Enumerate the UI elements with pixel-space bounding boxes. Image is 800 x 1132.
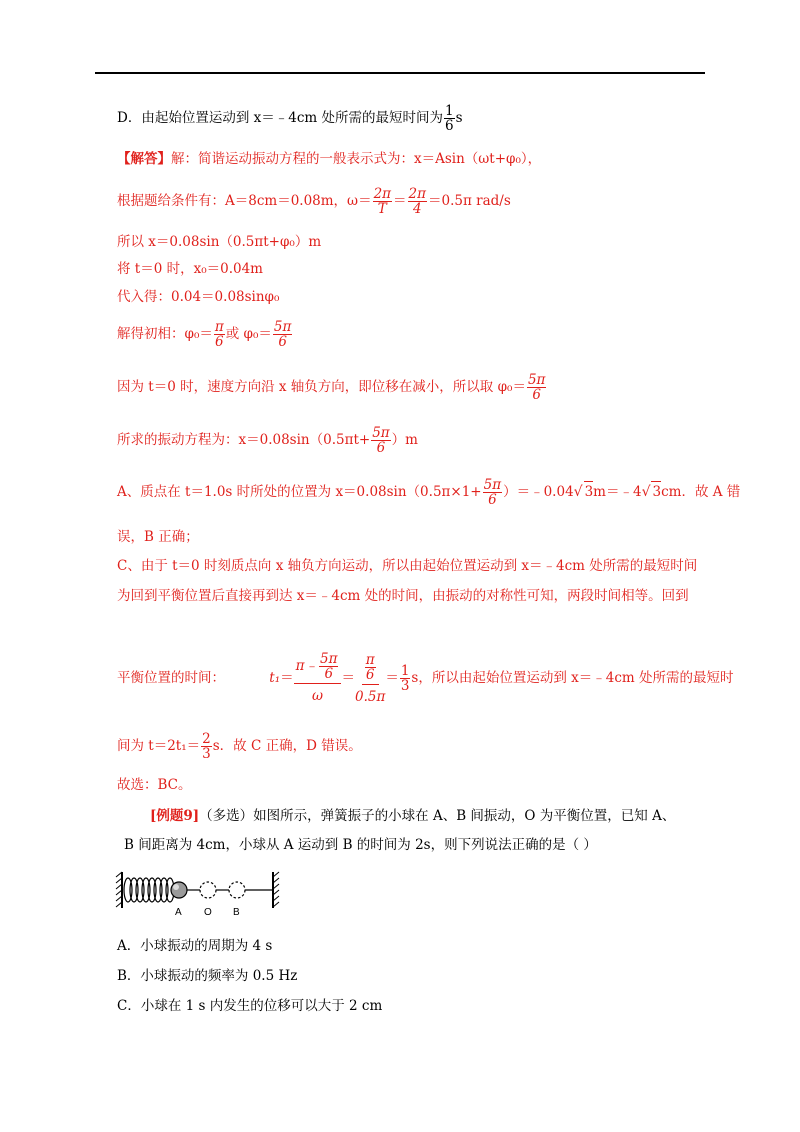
balance-tail: s，所以由起始位置运动到 x＝﹣4cm 处所需的最短时 [411, 670, 734, 687]
interval-text: 间为 t＝2t₁＝ [117, 738, 201, 755]
c-analysis-line-1 [117, 556, 697, 576]
choice-text: 故选：BC。 [117, 777, 192, 793]
subst-text: 代入得：0.04＝0.08sinφ₀ [117, 289, 280, 305]
so-text: 所以 x＝0.08sin（0.5πt+φ₀）m [117, 234, 322, 250]
option-d [117, 104, 463, 133]
equals-sign: ＝ [280, 670, 294, 687]
equals-sign: ＝ [393, 193, 407, 210]
fraction-2-3 [201, 732, 212, 761]
example-text-2: B 间距离为 4cm，小球从 A 运动到 B 的时间为 2s，则下列说法正确的是（ ） [124, 837, 597, 853]
balance-formula [269, 650, 733, 707]
a-text: A、质点在 t＝1.0s 时所处的位置为 x＝0.08sin（0.5π×1+ [117, 484, 482, 501]
example-text: （多选）如图所示，弹簧振子的小球在 A、B 间振动，O 为平衡位置，已知 A、 [199, 808, 676, 824]
given-line [117, 187, 511, 216]
a2-text: 误，B 正确； [117, 529, 199, 545]
fraction-5pi-6 [527, 373, 546, 402]
option-a [117, 936, 272, 956]
a-mid: ）＝﹣0.04 [503, 484, 574, 501]
frac-num: π [365, 652, 375, 668]
answer-heading-text: 解：简谐运动振动方程的一般表示式为：x＝Asin（ωt+φ₀）， [171, 151, 542, 167]
balance-text: 平衡位置的时间： [117, 670, 225, 687]
given-tail: ＝0.5π rad/s [428, 193, 511, 210]
phase-line [117, 320, 293, 349]
fraction-2pi-T [373, 187, 392, 216]
frac-num: 5π [372, 425, 390, 441]
frac-num: 5π [320, 650, 338, 667]
nested-fraction-1 [294, 652, 342, 706]
frac-den: 6 [365, 667, 375, 684]
t0-line [117, 259, 263, 279]
frac-num: 2 [202, 731, 211, 747]
equals-sign: ＝ [341, 670, 355, 687]
inner-fraction [365, 653, 376, 682]
a-analysis-line [117, 478, 740, 507]
a-mid2: m＝﹣4 [593, 484, 642, 501]
example-line [150, 806, 675, 826]
frac-den: 6 [532, 387, 541, 404]
fraction-pi-6 [214, 320, 225, 349]
frac-den: 6 [488, 492, 497, 509]
label-o: O [204, 907, 212, 918]
fraction-2pi-4 [408, 187, 427, 216]
option-b [117, 966, 297, 986]
example-tag: [例题9] [150, 808, 200, 824]
t1-symbol: t₁ [269, 670, 281, 687]
equation-tail: ）m [391, 432, 418, 449]
frac-num: 2π [408, 186, 427, 202]
so-line [117, 232, 321, 252]
frac-num: 5π [527, 372, 546, 388]
example-line-2 [124, 835, 597, 855]
label-b: B [233, 907, 240, 918]
frac-num: 1 [444, 103, 454, 119]
t0-text: 将 t＝0 时，x₀＝0.04m [117, 261, 263, 277]
spring-oscillator-diagram [115, 868, 285, 918]
frac-den: 3 [202, 746, 211, 763]
sqrt-icon: √ [573, 484, 583, 501]
omega-denominator: ω [312, 687, 324, 704]
a-analysis-line-2 [117, 527, 199, 547]
option-d-fraction [444, 104, 455, 133]
label-a: A [175, 907, 182, 918]
subst-line [117, 287, 279, 307]
balance-line [117, 650, 734, 707]
frac-den: 6 [376, 440, 386, 457]
frac-den: 6 [278, 334, 287, 351]
fraction-5pi-6 [483, 478, 502, 507]
nested-fraction-2 [355, 650, 385, 707]
frac-den: 4 [412, 201, 422, 218]
equation-line [117, 426, 418, 455]
option-d-suffix: s [455, 110, 463, 127]
frac-den: 0.5π [354, 689, 386, 706]
frac-den: T [377, 201, 387, 218]
c1-text: C、由于 t＝0 时刻质点向 x 轴负方向运动，所以由起始位置运动到 x＝﹣4cm 处所需的最短时间 [117, 558, 698, 574]
frac-den: 6 [324, 665, 334, 682]
option-c-text: C．小球在 1 s 内发生的位移可以大于 2 cm [117, 998, 383, 1014]
frac-den: 6 [444, 118, 454, 135]
frac-num: π [214, 319, 224, 335]
a-tail: cm．故 A 错 [661, 484, 741, 501]
phase-text: 解得初相：φ₀＝ [117, 326, 213, 343]
given-text: 根据题给条件有：A＝8cm＝0.08m，ω＝ [117, 193, 372, 210]
interval-tail: s．故 C 正确，D 错误。 [212, 738, 362, 755]
interval-line [117, 732, 362, 761]
c2-text: 为回到平衡位置后直接再到达 x＝﹣4cm 处的时间，由振动的对称性可知，两段时间相等。回到 [117, 588, 689, 604]
phase-mid: 或 φ₀＝ [225, 326, 272, 343]
fraction-5pi-6 [273, 320, 292, 349]
equals-sign: ＝ [385, 670, 399, 687]
frac-den: 3 [400, 678, 410, 695]
sqrt-value: 3 [651, 481, 661, 502]
c-analysis-line-2 [117, 586, 689, 606]
sqrt-value: 3 [584, 481, 594, 502]
frac-den: 6 [215, 334, 224, 351]
fraction-1-3 [400, 664, 411, 693]
frac-num: 1 [400, 663, 410, 679]
answer-heading [117, 149, 541, 169]
equation-text: 所求的振动方程为：x＝0.08sin（0.5πt+ [117, 432, 371, 449]
option-d-text: D．由起始位置运动到 x＝﹣4cm 处所需的最短时间为 [117, 110, 443, 127]
frac-num: 5π [483, 477, 502, 493]
spring-oscillator-figure [115, 868, 285, 918]
fraction-5pi-6 [371, 426, 390, 455]
option-b-text: B．小球振动的频率为 0.5 Hz [117, 968, 298, 984]
header-rule [95, 72, 705, 74]
answer-tag: 【解答】 [117, 151, 171, 167]
inner-fraction [319, 652, 338, 681]
choice-line [117, 775, 192, 795]
frac-num: 5π [273, 319, 292, 335]
because-line [117, 373, 547, 402]
option-a-text: A．小球振动的周期为 4 s [117, 938, 273, 954]
frac-num: 2π [373, 186, 392, 202]
pi-minus: π﹣ [295, 658, 319, 675]
sqrt-icon: √ [641, 484, 651, 501]
because-text: 因为 t＝0 时，速度方向沿 x 轴负方向，即位移在减小，所以取 φ₀＝ [117, 379, 526, 396]
option-c [117, 996, 382, 1016]
